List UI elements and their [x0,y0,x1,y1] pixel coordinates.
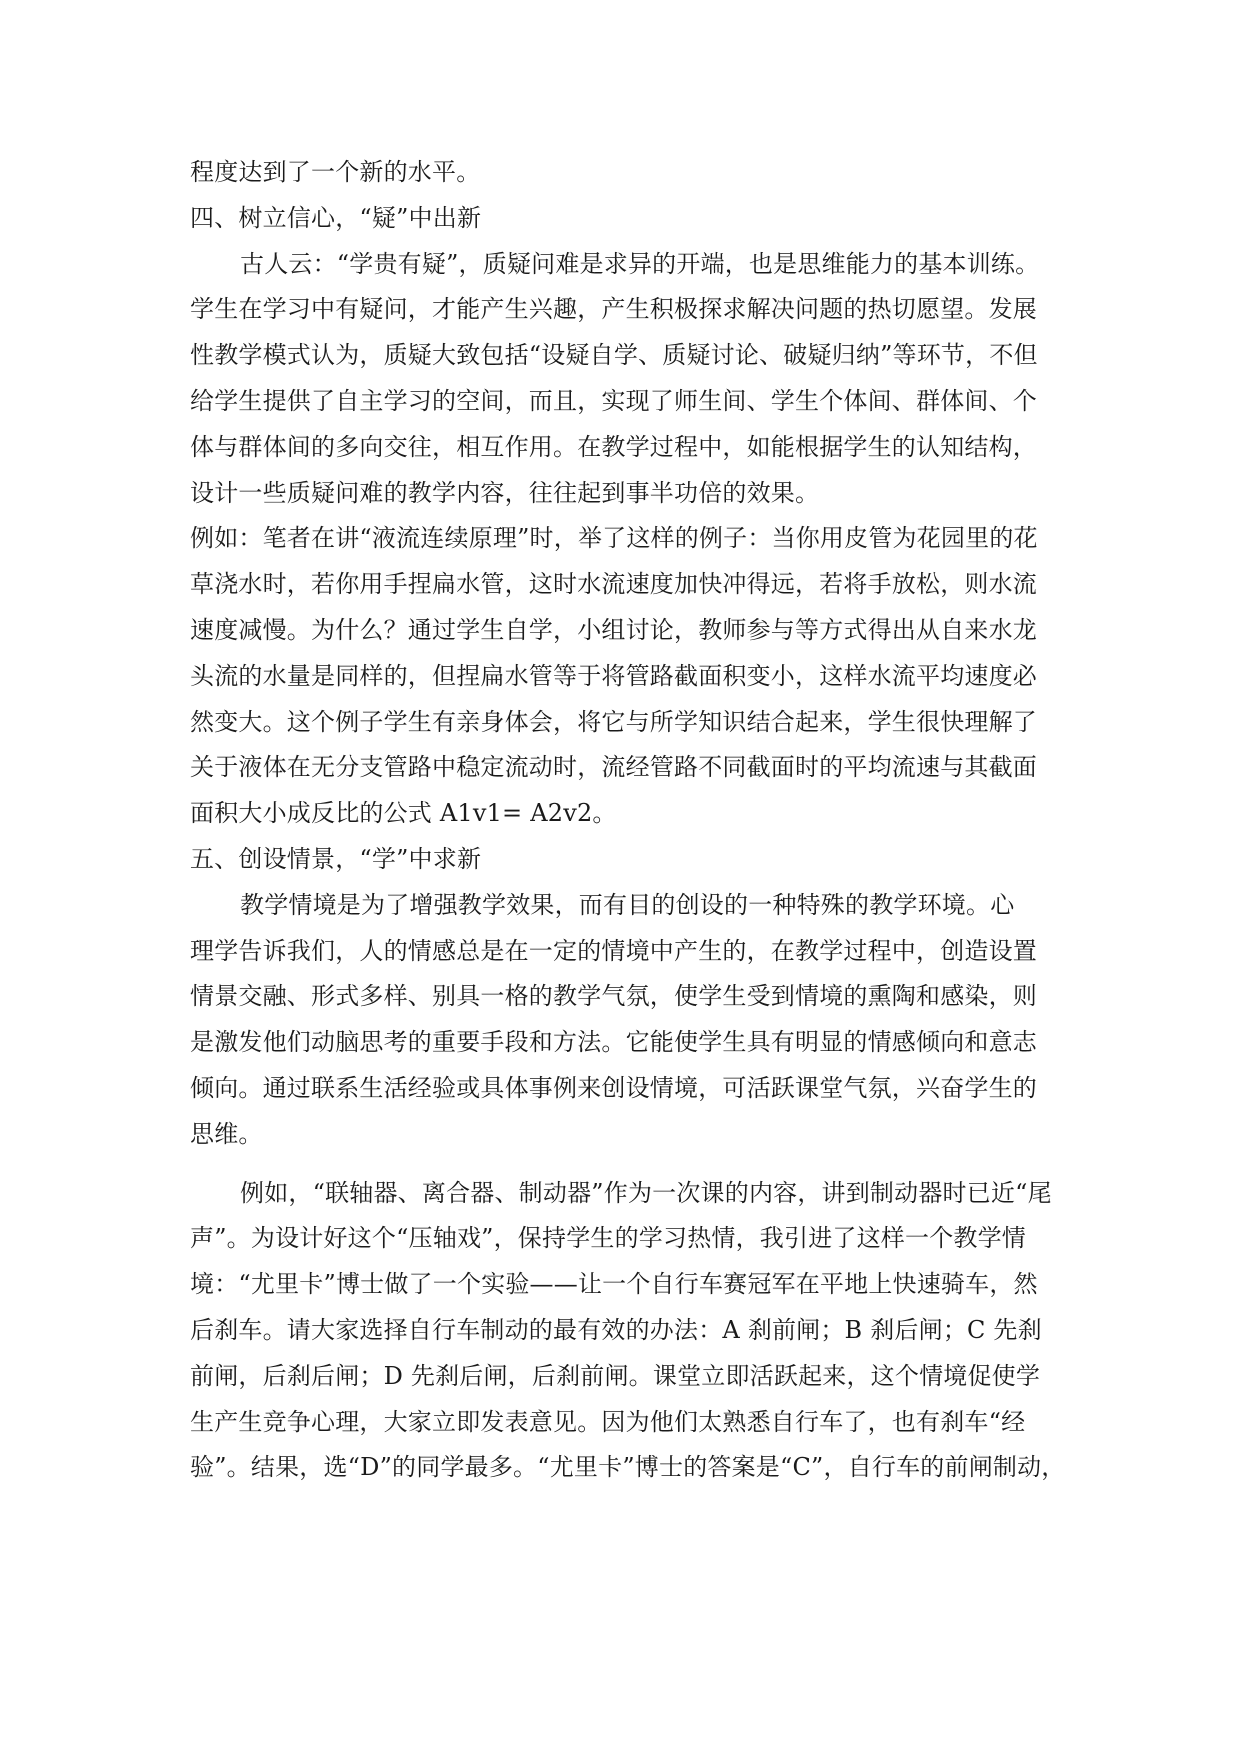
paragraph-line: 理学告诉我们，人的情感总是在一定的情境中产生的，在教学过程中，创造设置 [190,936,1037,965]
paragraph-line: 性教学模式认为，质疑大致包括“设疑自学、质疑讨论、破疑归纳”等环节，不但 [190,341,1038,370]
document-body [190,150,1070,1491]
paragraph-line: 程度达到了一个新的水平。 [190,158,481,186]
paragraph-line: 体与群体间的多向交往，相互作用。在教学过程中，如能根据学生的认知结构， [190,432,1037,461]
paragraph-line: 教学情境是为了增强教学效果，而有目的创设的一种特殊的教学环境。心 [240,890,1015,919]
paragraph-line: 古人云：“学贵有疑”，质疑问难是求异的开端，也是思维能力的基本训练。 [240,249,1040,278]
formula-line: 面积大小成反比的公式 A1v1= A2v2。 [190,799,617,828]
paragraph-line: 境：“尤里卡”博士做了一个实验——让一个自行车赛冠军在平地上快速骑车，然 [190,1270,1038,1299]
paragraph-line: 倾向。通过联系生活经验或具体事例来创设情境，可活跃课堂气氛，兴奋学生的 [190,1073,1037,1102]
paragraph-line: 然变大。这个例子学生有亲身体会，将它与所学知识结合起来，学生很快理解了 [190,707,1037,736]
paragraph-line: 前闸，后刹后闸；D 先刹后闸，后刹前闸。课堂立即活跃起来，这个情境促使学 [190,1361,1041,1390]
paragraph-line: 学生在学习中有疑问，才能产生兴趣，产生积极探求解决问题的热切愿望。发展 [190,295,1037,324]
paragraph-line: 验”。结果，选“D”的同学最多。“尤里卡”博士的答案是“C”，自行车的前闸制动， [190,1453,1066,1482]
paragraph-line: 情景交融、形式多样、别具一格的教学气氛，使学生受到情境的熏陶和感染，则 [190,982,1037,1011]
paragraph-line: 声”。为设计好这个“压轴戏”，保持学生的学习热情，我引进了这样一个教学情 [190,1224,1027,1253]
paragraph-line: 是激发他们动脑思考的重要手段和方法。它能使学生具有明显的情感倾向和意志 [190,1028,1037,1057]
paragraph-line: 后刹车。请大家选择自行车制动的最有效的办法：A 刹前闸；B 刹后闸；C 先刹 [190,1315,1042,1344]
paragraph-line: 设计一些质疑问难的教学内容，往往起到事半功倍的效果。 [190,478,820,507]
paragraph-line: 给学生提供了自主学习的空间，而且，实现了师生间、学生个体间、群体间、个 [190,386,1037,415]
paragraph-line: 生产生竞争心理，大家立即发表意见。因为他们太熟悉自行车了，也有刹车“经 [190,1407,1026,1436]
paragraph-line: 草浇水时，若你用手捏扁水管，这时水流速度加快冲得远，若将手放松，则水流 [190,570,1037,599]
section-heading: 四、树立信心，“疑”中出新 [190,203,482,232]
paragraph-line: 关于液体在无分支管路中稳定流动时，流经管路不同截面时的平均流速与其截面 [190,753,1037,782]
paragraph-line: 思维。 [190,1119,263,1148]
paragraph-gap [190,1158,1070,1171]
section-heading: 五、创设情景，“学”中求新 [190,844,482,873]
paragraph-line: 速度减慢。为什么？通过学生自学，小组讨论，教师参与等方式得出从自来水龙 [190,615,1037,644]
paragraph-line: 例如，“联轴器、离合器、制动器”作为一次课的内容，讲到制动器时已近“尾 [240,1178,1052,1207]
paragraph-line: 头流的水量是同样的，但捏扁水管等于将管路截面积变小，这样水流平均速度必 [190,661,1037,690]
paragraph-line: 例如：笔者在讲“液流连续原理”时，举了这样的例子：当你用皮管为花园里的花 [190,524,1038,553]
